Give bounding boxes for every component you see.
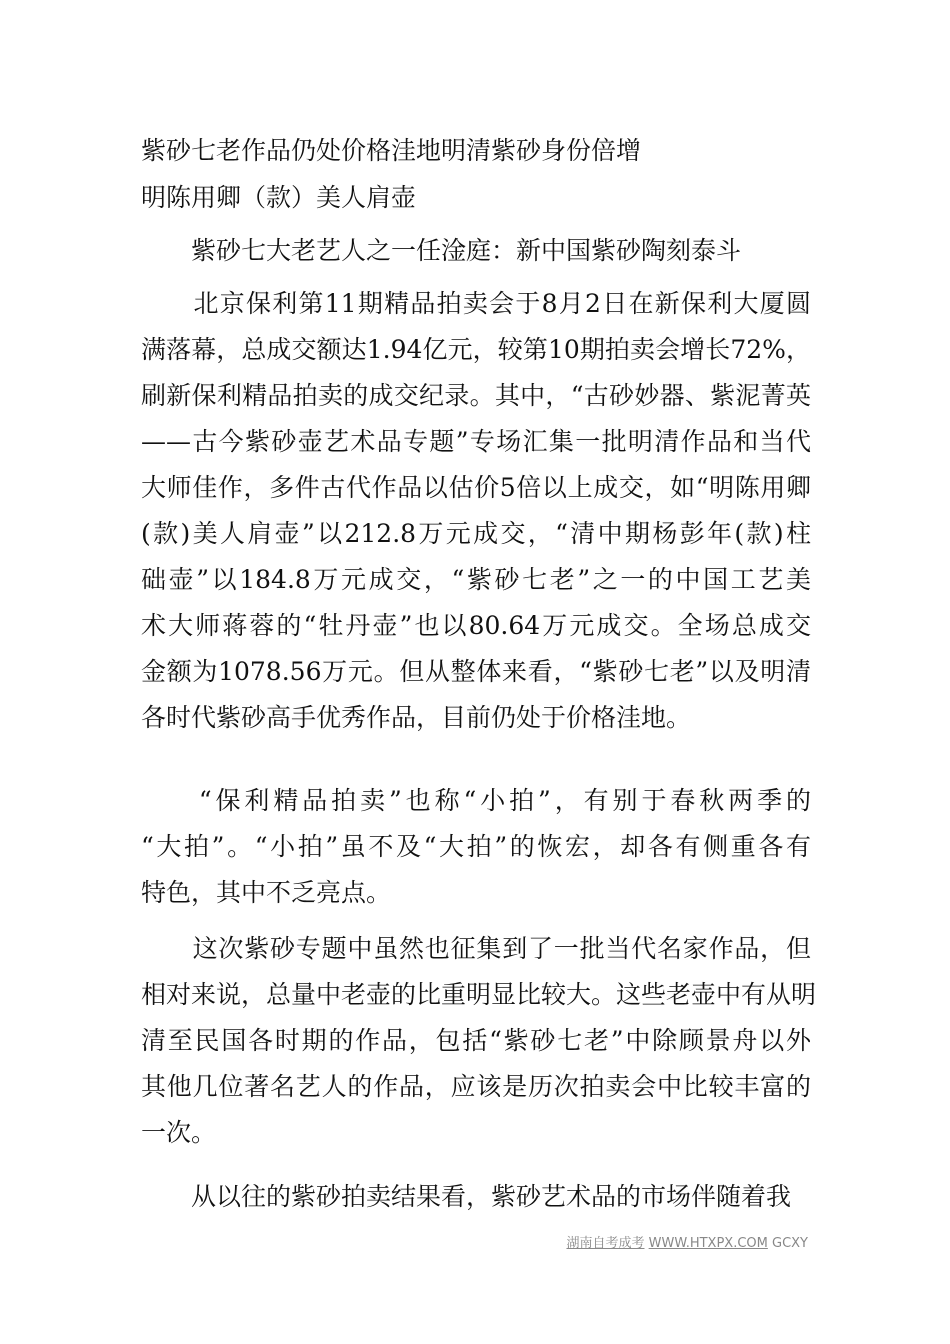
paragraph-line: 金额为1078.56万元。但从整体来看，“紫砂七老”以及明清: [141, 657, 811, 686]
paragraph-4: [141, 1174, 811, 1220]
footer-suffix: GCXY: [772, 1236, 808, 1251]
paragraph-2: [141, 778, 811, 916]
paragraph-line: 刷新保利精品拍卖的成交纪录。其中，“古砂妙器、紫泥菁英: [141, 381, 811, 410]
paragraph-1: [141, 281, 811, 741]
section-heading: 紫砂七大老艺人之一任淦庭：新中国紫砂陶刻泰斗: [191, 236, 742, 265]
paragraph-line: 北京保利第11期精品拍卖会于8月2日在新保利大厦圆: [141, 289, 811, 318]
paragraph-line: 这次紫砂专题中虽然也征集到了一批当代名家作品，但: [141, 934, 811, 963]
paragraph-line: 一次。: [141, 1118, 217, 1147]
paragraph-line: (款)美人肩壶”以212.8万元成交，“清中期杨彭年(款)柱: [141, 519, 811, 548]
footer-site-url-link[interactable]: WWW.HTXPX.COM: [648, 1236, 768, 1251]
paragraph-line: 清至民国各时期的作品，包括“紫砂七老”中除顾景舟以外: [141, 1026, 811, 1055]
footer-site-name-link[interactable]: 湖南自考成考: [566, 1236, 645, 1251]
paragraph-line: 其他几位著名艺人的作品，应该是历次拍卖会中比较丰富的: [141, 1072, 811, 1101]
paragraph-3: [141, 926, 817, 1156]
paragraph-line: 满落幕，总成交额达1.94亿元，较第10期拍卖会增长72%，: [141, 335, 811, 364]
paragraph-line: 各时代紫砂高手优秀作品，目前仍处于价格洼地。: [141, 703, 692, 732]
page-footer: [566, 1232, 808, 1251]
paragraph-line: 大师佳作，多件古代作品以估价5倍以上成交，如“明陈用卿: [141, 473, 811, 502]
paragraph-line: ——古今紫砂壶艺术品专题”专场汇集一批明清作品和当代: [141, 427, 811, 456]
paragraph-line: “保利精品拍卖”也称“小拍”，有别于春秋两季的: [141, 786, 811, 815]
paragraph-line: 相对来说，总量中老壶的比重明显比较大。这些老壶中有从明: [141, 980, 817, 1009]
paragraph-line: 础壶”以184.8万元成交，“紫砂七老”之一的中国工艺美: [141, 565, 811, 594]
paragraph-line: 从以往的紫砂拍卖结果看，紫砂艺术品的市场伴随着我: [141, 1182, 792, 1211]
document-title: 紫砂七老作品仍处价格洼地明清紫砂身份倍增: [141, 136, 642, 165]
paragraph-line: “大拍”。“小拍”虽不及“大拍”的恢宏，却各有侧重各有: [141, 832, 811, 861]
paragraph-line: 特色，其中不乏亮点。: [141, 878, 392, 907]
document-subtitle: 明陈用卿（款）美人肩壶: [141, 183, 417, 212]
paragraph-line: 术大师蒋蓉的“牡丹壶”也以80.64万元成交。全场总成交: [141, 611, 811, 640]
